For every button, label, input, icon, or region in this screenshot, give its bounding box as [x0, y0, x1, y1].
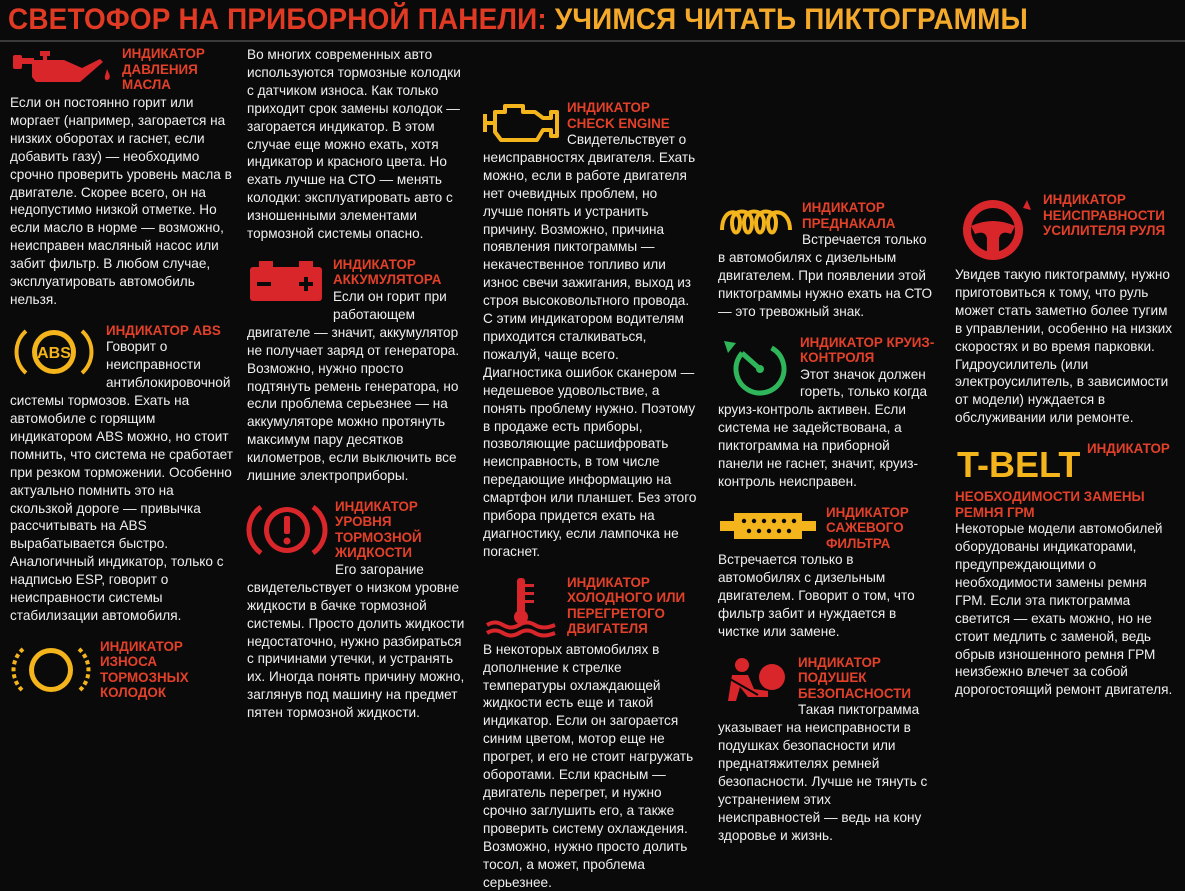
article-heading: ИНДИКАТОР ПОДУШЕК БЕЗОПАСНОСТИ [798, 654, 912, 701]
brake-fluid-icon [247, 499, 327, 561]
article-text: Встречается только в автомобилях с дизельным двигателем. При появлении этой пиктограммы нужно ехать на СТО — это тревожный знак. [718, 232, 933, 319]
oil-can-icon [10, 46, 114, 92]
article-power-steering [955, 192, 1177, 427]
article-cruise-control [718, 335, 936, 491]
column-2 [247, 46, 465, 775]
article-abs [10, 323, 236, 625]
article-battery [247, 257, 465, 485]
timing-belt-icon [955, 441, 1079, 487]
column-1 [10, 46, 236, 775]
article-brake-pads-continued [247, 46, 465, 243]
column-3 [483, 100, 701, 890]
article-oil-pressure [10, 46, 236, 309]
timing-belt-icon-text: T-BELT [957, 444, 1081, 486]
article-text: Этот значок должен гореть, только когда круиз-контроль активен. Если система не задействована, а пиктограмма на приборной панели не гаснет, значит, круиз-контроль неисправен. [718, 366, 928, 489]
column-4 [718, 200, 936, 843]
brake-pads-icon [10, 639, 92, 699]
article-particulate-filter [718, 505, 936, 641]
article-heading: ИНДИКАТОР CHECK ENGINE [567, 100, 670, 131]
article-airbag [718, 655, 936, 845]
article-text: Его загорание свидетельствует о низком уровне жидкости в бачке тормозной системы. Просто долить жидкости недостаточно, нужно разбираться с причинами утечки, и устранять их. Иногда понять причину можно, заглянув под машину на предмет пятен тормозной жидкости. [247, 561, 465, 721]
article-heading: ИНДИКАТОР САЖЕВОГО ФИЛЬТРА [826, 504, 909, 551]
article-brake-fluid [247, 499, 465, 722]
article-heading: ИНДИКАТОР КРУИЗ-КОНТРОЛЯ [800, 334, 935, 366]
article-check-engine [483, 100, 701, 561]
article-text: Встречается только в автомобилях с дизельным двигателем. Говорит о том, что фильтр забит и нуждается в чистке или замене. [718, 552, 915, 639]
article-heading: ИНДИКАТОР ХОЛОДНОГО ИЛИ ПЕРЕГРЕТОГО ДВИГАТЕЛЯ [567, 574, 686, 637]
article-heading: ИНДИКАТОР ДАВЛЕНИЯ МАСЛА [122, 46, 205, 92]
article-timing-belt [955, 441, 1177, 699]
column-5 [955, 46, 1177, 775]
glow-plug-icon [718, 200, 794, 244]
article-text: Говорит о неисправности антиблокировочной системы тормозов. Ехать на автомобиле с горящим индикатором ABS можно, но стоит помнить, что система не сработает при резком торможении. Особенно актуально помнить это на скользкой дороге — привычка рассчитывать на ABS вырабатывается быстро. Аналогичный индикатор, только с надписью ESP, говорит о неисправности системы стабилизации автомобиля. [10, 339, 234, 623]
article-brake-pads [10, 639, 236, 701]
cruise-control-icon [718, 335, 792, 397]
abs-icon [10, 323, 98, 379]
airbag-icon [718, 655, 790, 705]
svg-text:ABS: ABS [37, 344, 71, 362]
article-text: Такая пиктограмма указывает на неисправности в подушках безопасности или преднатяжителях ремней безопасности. Лучше не тянуть с устранением этих неисправностей — ведь на кону здоровье и жизнь. [718, 702, 928, 843]
article-text: Свидетельствует о неисправностях двигателя. Ехать можно, если в работе двигателя нет очевидных проблем, но лучше понять и устранить причину. Возможно, причина появления пиктограммы — некачественное топливо или износ свечи зажигания, выход из строя высоковольтного провода. С этим индикатором водителям приходится сталкиваться, пожалуй, чаще всего. Диагностика ошибок сканером — недешевое удовольствие, а понять проблему нужно. Поэтому в продаже есть приборы, позволяющие расшифровать неисправность, в том числе передающие информацию на смартфон или планшет. Без этого прибора придется ехать на диагностику, если лампочка не погаснет. [483, 132, 697, 559]
article-text: Некоторые модели автомобилей оборудованы индикаторами, предупреждающими о необходимости замены ремня ГРМ. Если эта пиктограмма светится — ехать можно, но не стоит медлить с заменой, ведь обрыв изношенного ремня ГРМ неизбежно влечет за собой дорогостоящий ремонт двигателя. [955, 521, 1173, 698]
article-heading: ИНДИКАТОР ИЗНОСА ТОРМОЗНЫХ КОЛОДОК [100, 638, 189, 701]
article-text: Если он горит при работающем двигателе — значит, аккумулятор не получает заряд от генератора. Возможно, нужно просто подтянуть ремень генератора, но если проблема серьезнее — на аккумуляторе можно протянуть максимум пару десятков километров, если выключить все лишние электроприборы. [247, 288, 460, 484]
particulate-filter-icon [718, 505, 818, 547]
steering-wheel-icon [955, 192, 1035, 264]
title-part-1: СВЕТОФОР НА ПРИБОРНОЙ ПАНЕЛИ: [8, 3, 547, 36]
title-part-2: УЧИМСЯ ЧИТАТЬ ПИКТОГРАММЫ [554, 3, 1029, 36]
page-title [8, 3, 1028, 37]
coolant-temperature-icon [483, 575, 559, 639]
article-heading: ИНДИКАТОР УРОВНЯ ТОРМОЗНОЙ ЖИДКОСТИ [335, 498, 422, 561]
article-heading: ИНДИКАТОР АККУМУЛЯТОРА [333, 256, 442, 288]
article-text: Во многих современных авто используются тормозные колодки с датчиком износа. Как только приходит срок замены колодок — загорается индикатор. В этом случае еще можно ехать, хотя индикатор и красного цвета. Но ехать лучше на СТО — менять колодки: эксплуатировать авто с изношенными элементами тормозной системы опасно. [247, 47, 461, 242]
page-header [0, 0, 1185, 42]
article-heading: ИНДИКАТОР ABS [106, 322, 221, 338]
article-coolant [483, 575, 701, 891]
battery-icon [247, 257, 325, 305]
article-heading: ИНДИКАТОР НЕОБХОДИМОСТИ ЗАМЕНЫ РЕМНЯ ГРМ [955, 441, 1170, 520]
article-glow-plug [718, 200, 936, 321]
article-text: В некоторых автомобилях в дополнение к стрелке температуры охлаждающей жидкости есть еще и такой индикатор. Если он загорается синим цветом, мотор еще не прогрет, и его не стоит нагружать оборотами. Если красным — двигатель перегрет, и нужно срочно заглушить его, а также проверить систему охлаждения. Возможно, нужно просто долить тосол, а может, проблема серьезнее. [483, 641, 694, 890]
article-heading: ИНДИКАТОР НЕИСПРАВНОСТИ УСИЛИТЕЛЯ РУЛЯ [1043, 192, 1166, 238]
article-heading: ИНДИКАТОР ПРЕДНАКАЛА [802, 200, 896, 231]
article-text: Если он постоянно горит или моргает (например, загорается на низких оборотах и гаснет, если добавить газу) — необходимо срочно проверить уровень масла в двигателе. Скорее всего, он на недопустимо низкой отметке. Но если масло в норме — возможно, неисправен масляный насос или забит фильтр. В любом случае, эксплуатировать автомобиль нельзя. [10, 95, 232, 307]
check-engine-icon [483, 100, 559, 146]
article-text: Увидев такую пиктограмму, нужно приготовиться к тому, что руль может стать заметно более тугим в управлении, особенно на низких скоростях и во время парковки. Гидроусилитель (или электроусилитель, в зависимости от модели) нуждается в обслуживании или ремонте. [955, 267, 1173, 426]
